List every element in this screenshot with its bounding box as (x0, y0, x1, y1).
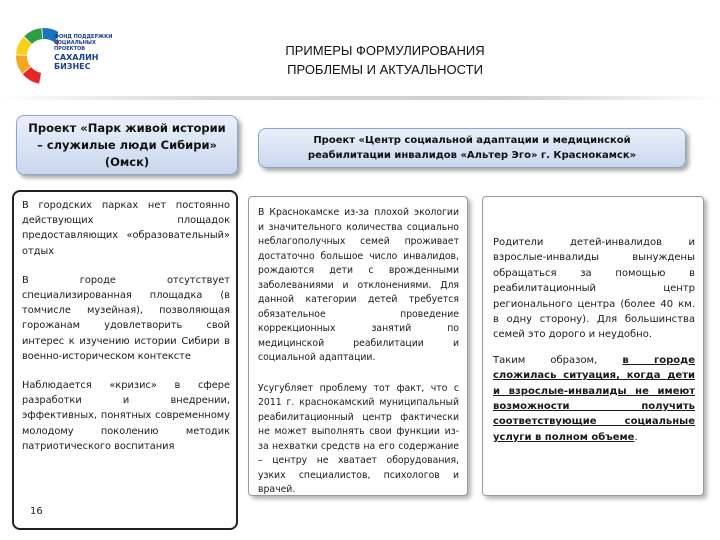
left-paragraph-3: Наблюдается «кризис» в сфере разработки и внедрении, эффективных, понятных современному молодому поколению методик патриотического воспитания (22, 380, 230, 452)
left-project-title-box (16, 115, 238, 175)
left-project-body (12, 190, 238, 530)
conclusion-emphasis: в городе сложилась ситуация, когда дети и взрослые-инвалиды не имеют возможности получить соответствующие социальные услуги в полном объеме (493, 354, 695, 443)
middle-paragraph-1: В Краснокамске из-за плохой экологии и значительного количества социально неблагополучных семей проживает достаточно большое число инвалидов, рождаются дети с врожденными заболеваниями и отклонениями. Для данной категории детей требуется обязательное проведение коррекционных занятий по медицинской реабилитации и социальной адаптации. (258, 207, 459, 363)
logo-line1: ФОНД ПОДДЕРЖКИ СОЦИАЛЬНЫХ ПРОЕКТОВ (54, 34, 113, 52)
right-relevance-box (482, 196, 704, 496)
right-project-title-box (258, 128, 686, 168)
page-title-line1: ПРИМЕРЫ ФОРМУЛИРОВАНИЯ (285, 43, 485, 58)
page-title (200, 41, 570, 79)
right-paragraph-1: Родители детей-инвалидов и взрослые-инвалиды вынуждены обращаться за помощью в реабилитационный центр регионального центра (более 40 км. в одну сторону). Для большинства семей это дорого и неудобно. (493, 237, 695, 341)
fund-logo (14, 22, 114, 88)
middle-paragraph-2: Усугубляет проблему тот факт, что с 2011 г. краснокамский муниципальный реабилитационный центр фактически не может выполнять свои функции из-за нехватки средств на его содержание – центру не хватает оборудования, узких специалистов, психологов и врачей. (258, 382, 459, 495)
left-project-title: Проект «Парк живой истории – служилые люди Сибири» (Омск) (28, 120, 226, 169)
conclusion-suffix: . (634, 431, 638, 443)
left-paragraph-1: В городских парках нет постоянно действующих площадок предоставляющих «образовательный» отдых (22, 200, 230, 257)
conclusion-prefix: Таким образом, (493, 354, 623, 366)
middle-problem-box (248, 196, 468, 496)
left-paragraph-2: В городе отсутствует специализированная площадка (в томчисле музейная), позволяющая горожанам удовлетворить свой интерес к изучению истории Сибири в военно-историческом контексте (22, 274, 230, 362)
logo-line2: САХАЛИН БИЗНЕС (54, 53, 99, 71)
logo-circle-icon (14, 22, 58, 88)
conclusion-paragraph (493, 353, 695, 445)
logo-text (54, 34, 116, 71)
page-number: 16 (30, 506, 43, 517)
header-divider (0, 96, 720, 100)
page-title-line2: ПРОБЛЕМЫ И АКТУАЛЬНОСТИ (287, 62, 483, 77)
right-project-title: Проект «Центр социальной адаптации и медицинской реабилитации инвалидов «Альтер Эго» г. Краснокамск» (307, 135, 637, 161)
